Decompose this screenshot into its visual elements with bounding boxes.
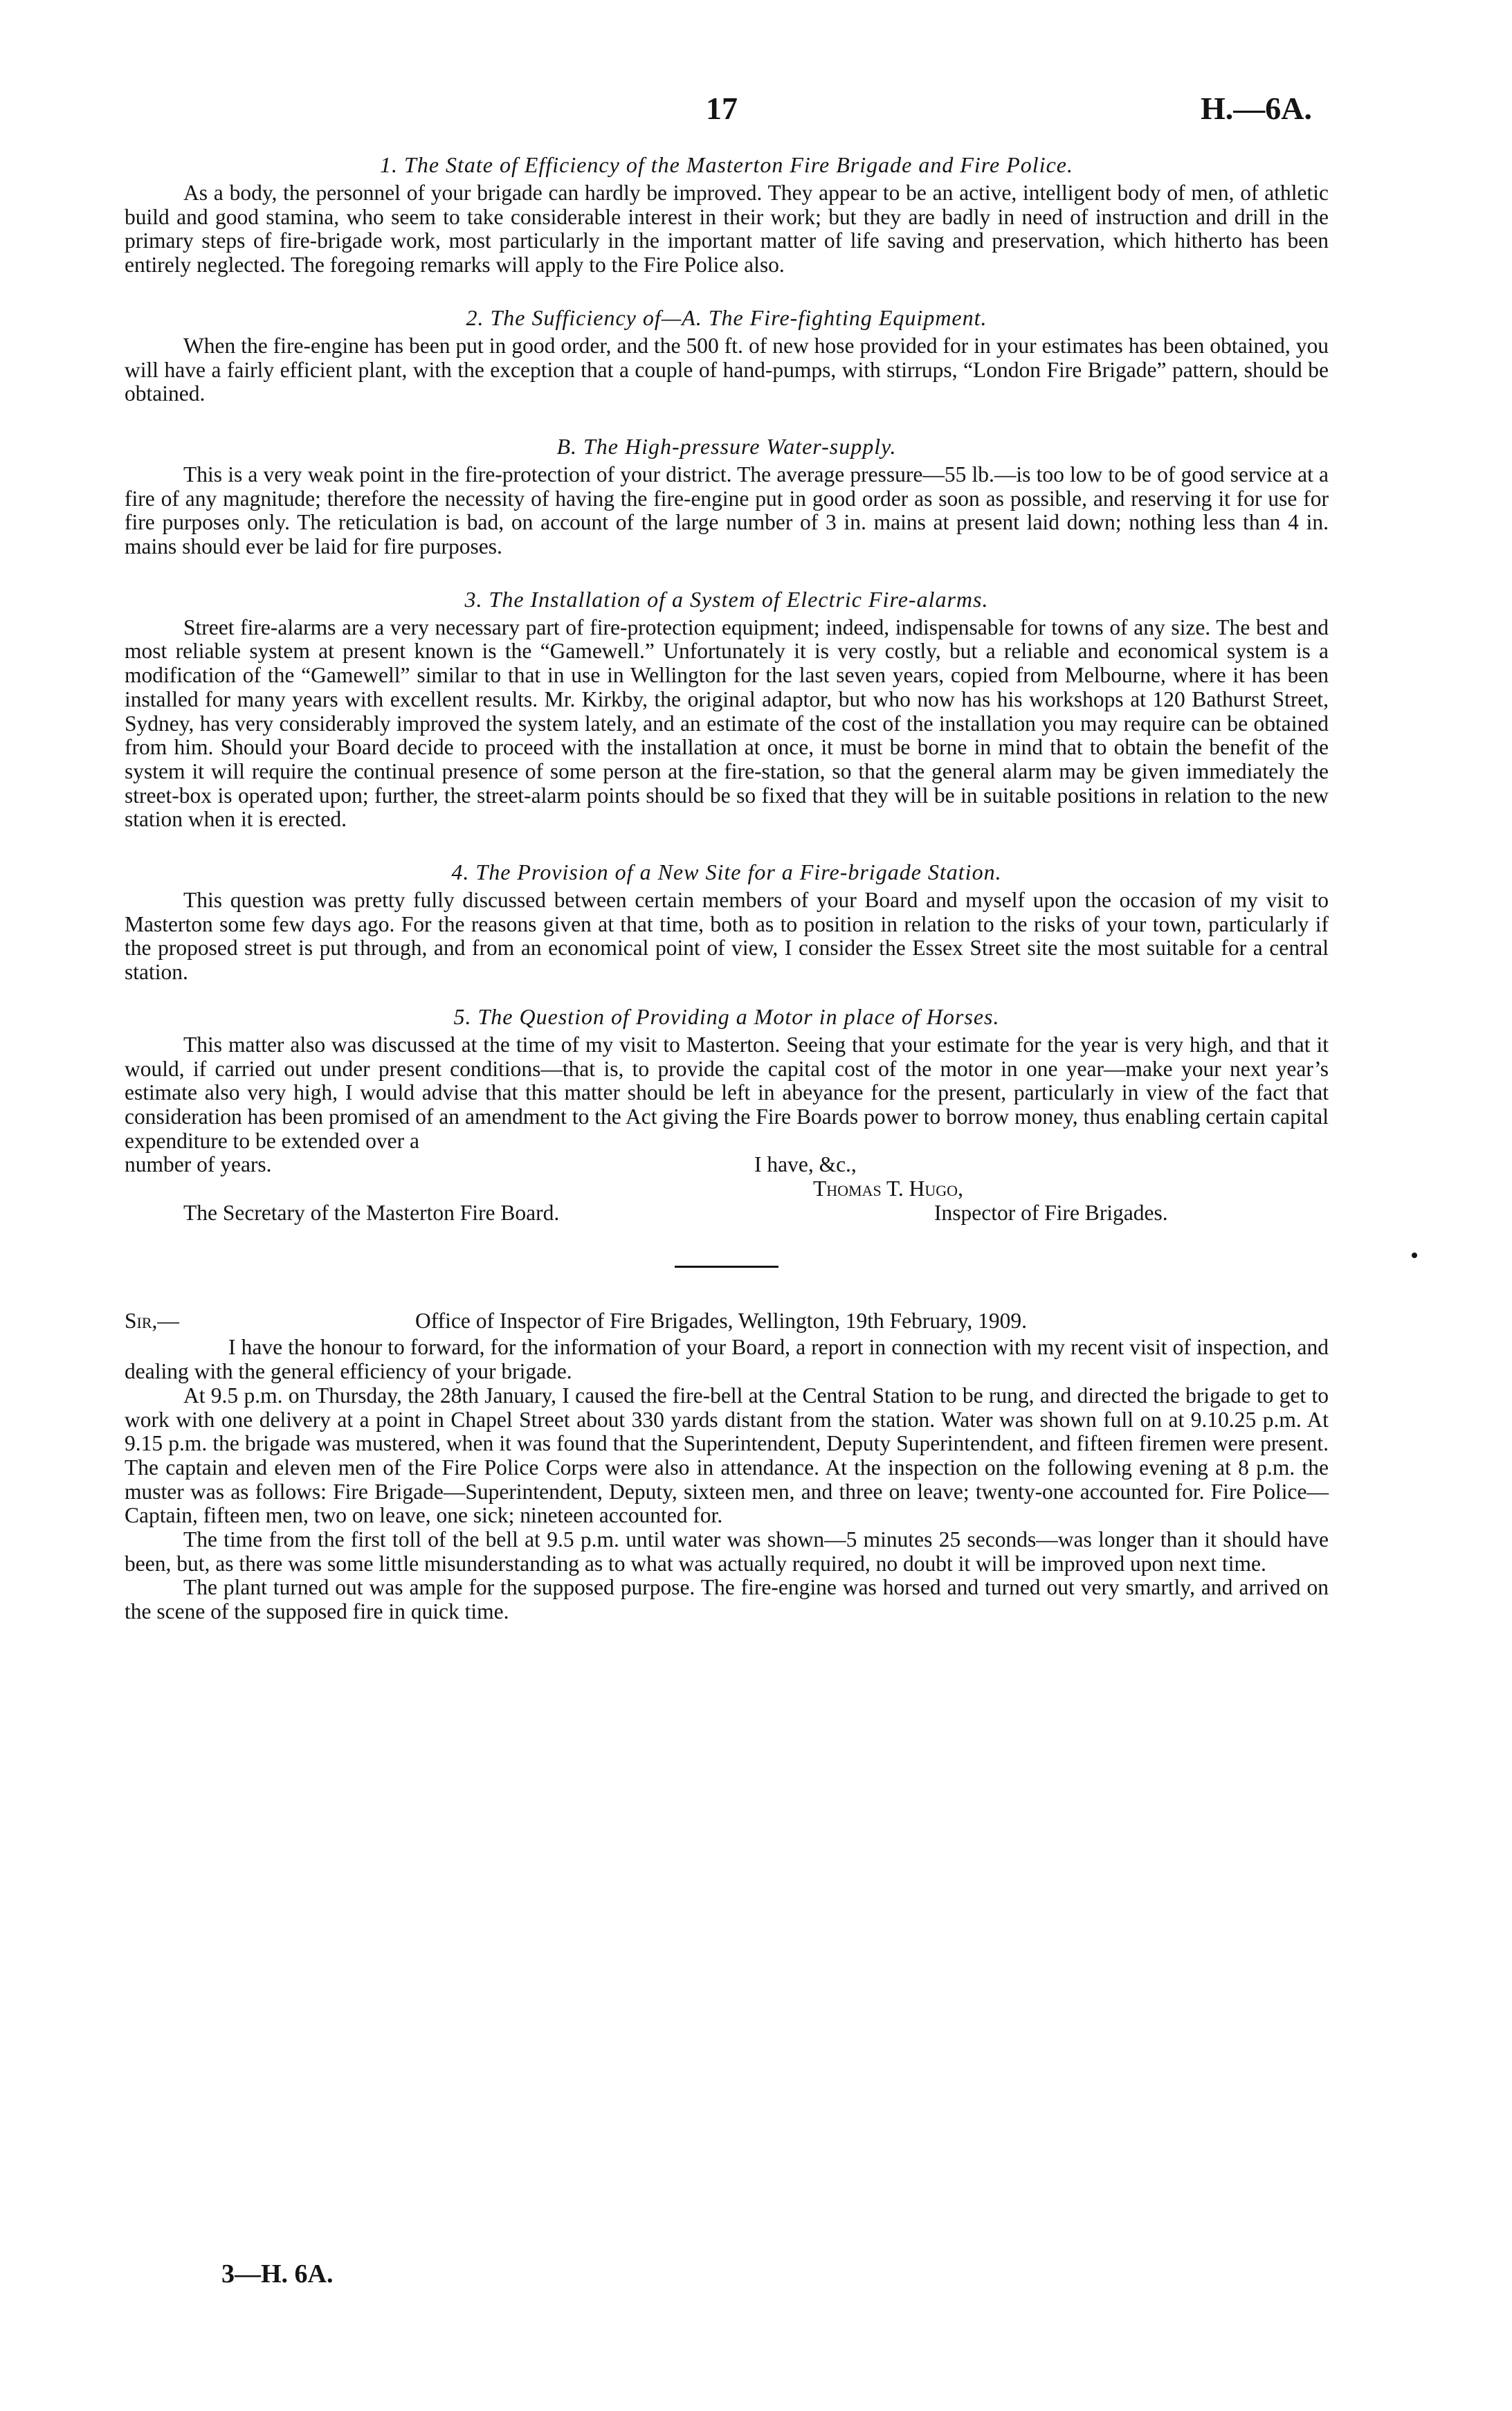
section-divider	[675, 1266, 778, 1268]
section-efficiency	[125, 152, 1329, 278]
section-paragraph: As a body, the personnel of your brigade can hardly be improved. They appear to be an active, intelligent body of men, of athletic build and good stamina, who seem to take considerable interest in their work; but they are badly in need of instruction and drill in the primary steps of fire-brigade work, most particularly in the important matter of life saving and preservation, which hitherto has been entirely neglected. The foregoing remarks will apply to the Fire Police also.	[125, 181, 1329, 278]
section-paragraph: When the fire-engine has been put in good order, and the 500 ft. of new hose provided for in your estimates has been obtained, you will have a fairly efficient plant, with the exception that a couple of hand-pumps, with stirrups, “London Fire Brigade” pattern, should be obtained.	[125, 333, 1329, 406]
section-new-site	[125, 859, 1329, 985]
section-paragraph: This is a very weak point in the fire-protection of your district. The average pressure—55 lb.—is too low to be of good service at a fire of any magnitude; therefore the necessity of having the fire-engine put in good order as soon as possible, and reserving it for use for fire purposes only. The reticulation is bad, on account of the large number of 3 in. mains at present laid down; nothing less than 4 in. mains should ever be laid for fire purposes.	[125, 462, 1329, 559]
section-water-supply	[125, 434, 1329, 559]
second-letter	[125, 1309, 1329, 1623]
letter-paragraph: The time from the first toll of the bell at 9.5 p.m. until water was shown—5 minutes 25 seconds—was longer than it should have been, but, as there was some little misunderstanding as to what was actually required, no doubt it will be improved upon next time.	[125, 1527, 1329, 1576]
document-code: H.—6A.	[1201, 91, 1312, 126]
margin-dot	[1412, 1253, 1417, 1258]
signatory-name: Thomas T. Hugo,	[813, 1176, 963, 1201]
signatory-title: Inspector of Fire Brigades.	[934, 1201, 1168, 1226]
section-equipment	[125, 305, 1329, 406]
section-heading: 4. The Provision of a New Site for a Fire-brigade Station.	[451, 859, 1002, 885]
section-heading: 1. The State of Efficiency of the Masterton Fire Brigade and Fire Police.	[380, 152, 1073, 177]
section-heading: 2. The Sufficiency of—A. The Fire-fighting Equipment.	[466, 304, 987, 330]
page-number: 17	[706, 91, 738, 126]
letter-paragraph: The plant turned out was ample for the supposed purpose. The fire-engine was horsed and turned out very smartly, and arrived on the scene of the supposed fire in quick time.	[125, 1575, 1329, 1624]
section-paragraph: This question was pretty fully discussed between certain members of your Board and myself upon the occasion of my visit to Masterton some few days ago. For the reasons given at that time, both as to position in relation to the risks of your town, particularly if the proposed street is put through, and from an economical point of view, I consider the Essex Street site the most suitable for a central station.	[125, 888, 1329, 985]
page-body	[125, 152, 1329, 1624]
section-motor	[125, 1004, 1329, 1154]
section-heading: 3. The Installation of a System of Electric Fire-alarms.	[464, 586, 989, 612]
closing-block	[125, 1153, 1329, 1226]
letter-paragraph: I have the honour to forward, for the information of your Board, a report in connection with my recent visit of inspection, and dealing with the general efficiency of your brigade.	[125, 1335, 1329, 1384]
section-paragraph: This matter also was discussed at the time of my visit to Masterton. Seeing that your estimate for the year is very high, and that it would, if carried out under present conditions—that is, to provide the capital cost of the motor in one year—make your next year’s estimate also very high, I would advise that this matter should be left in abeyance for the present, particularly in view of the fact that consideration has been promised of an amendment to the Act giving the Fire Boards power to borrow money, thus enabling certain capital expenditure to be extended over a	[125, 1032, 1329, 1153]
section-heading: B. The High-pressure Water-supply.	[556, 433, 897, 459]
section-paragraph: Street fire-alarms are a very necessary part of fire-protection equipment; indeed, indispensable for towns of any size. The best and most reliable system at present known is the “Gamewell.” Unfortunately it is very costly, but a reliable and economical system is a modification of the “Gamewell” similar to that in use in Wellington for the last seven years, copied from Melbourne, where it has been installed for many years with excellent results. Mr. Kirkby, the original adaptor, but who now has his workshops at 120 Bathurst Street, Sydney, has very considerably improved the system lately, and an estimate of the cost of the installation you may require can be obtained from him. Should your Board decide to proceed with the installation at once, it must be borne in mind that to obtain the benefit of the system it will require the continual presence of some person at the fire-station, so that the general alarm may be given immediately the street-box is operated upon; further, the street-alarm points should be so fixed that they will be in suitable positions in relation to the new station when it is erected.	[125, 615, 1329, 832]
section-fire-alarms	[125, 587, 1329, 832]
section-heading: 5. The Question of Providing a Motor in place of Horses.	[453, 1003, 1000, 1029]
signature-mark: 3—H. 6A.	[221, 2259, 334, 2289]
valediction: I have, &c.,	[754, 1152, 857, 1177]
closing-last-line: number of years.	[125, 1152, 272, 1177]
addressee: The Secretary of the Masterton Fire Board.	[183, 1201, 560, 1226]
letter-paragraph: At 9.5 p.m. on Thursday, the 28th January, I caused the fire-bell at the Central Station to be rung, and directed the brigade to get to work with one delivery at a point in Chapel Street about 330 yards distant from the station. Water was shown full on at 9.10.25 p.m. At 9.15 p.m. the brigade was mustered, when it was found that the Superintendent, Deputy Superintendent, and fifteen firemen were present. The captain and eleven men of the Fire Police Corps were also in attendance. At the inspection on the following evening at 8 p.m. the muster was as follows: Fire Brigade—Superintendent, Deputy, sixteen men, and three on leave; twenty-one accounted for. Fire Police—Captain, fifteen men, two on leave, one sick; nineteen accounted for.	[125, 1383, 1329, 1528]
dateline: Office of Inspector of Fire Brigades, Wellington, 19th February, 1909.	[415, 1309, 1027, 1334]
salutation: Sir,—	[125, 1309, 179, 1334]
